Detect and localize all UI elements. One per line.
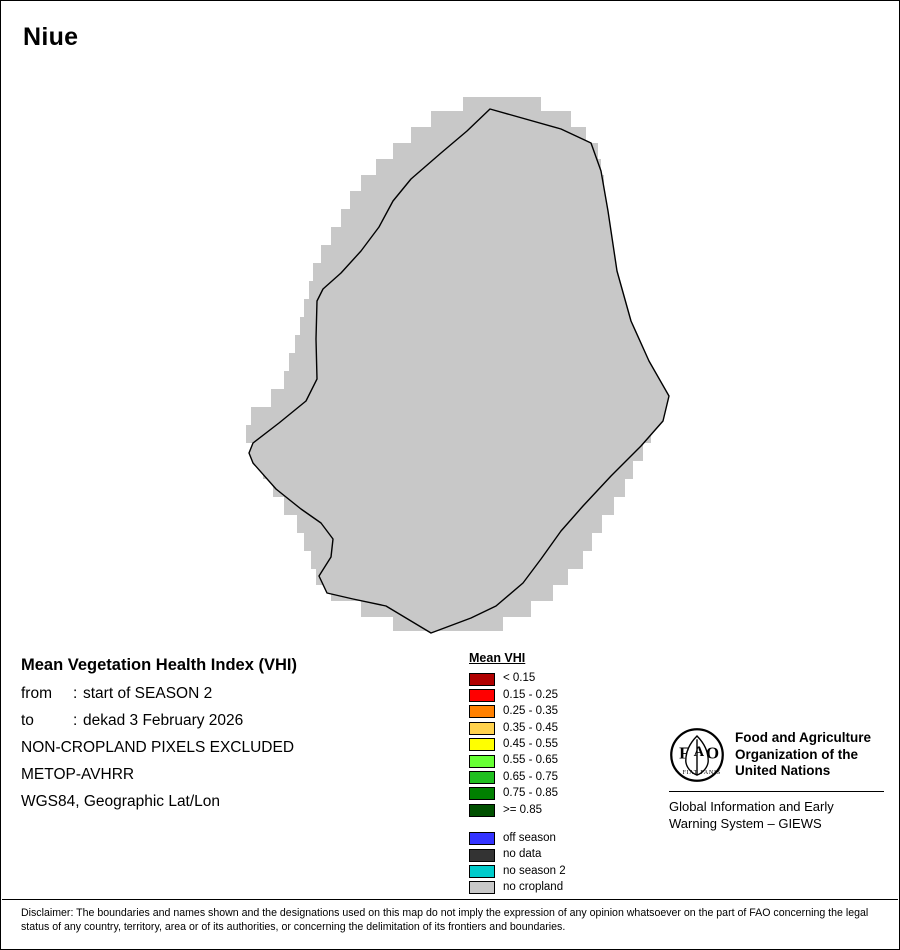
map-info-block: [21, 656, 451, 820]
legend-item: [469, 880, 649, 896]
legend-item: [469, 847, 649, 863]
legend: [469, 651, 649, 896]
legend-label: 0.75 - 0.85: [503, 787, 558, 800]
legend-item: [469, 671, 649, 687]
legend-swatch-icon: [469, 771, 495, 784]
fao-header: [669, 727, 884, 783]
fao-divider: [669, 791, 884, 792]
info-to-label: to: [21, 712, 34, 729]
legend-item: [469, 802, 649, 818]
info-row-from: [21, 685, 451, 703]
info-to-separator: :: [73, 712, 78, 729]
legend-swatch-icon: [469, 755, 495, 768]
legend-swatch-icon: [469, 673, 495, 686]
svg-text:A: A: [693, 744, 705, 761]
legend-label: 0.25 - 0.35: [503, 705, 558, 718]
info-to-value: dekad 3 February 2026: [83, 712, 244, 729]
legend-item: [469, 687, 649, 703]
legend-item: [469, 786, 649, 802]
legend-label: 0.45 - 0.55: [503, 738, 558, 750]
legend-item: [469, 704, 649, 720]
legend-swatch-icon: [469, 738, 495, 751]
fao-org-line-3: United Nations: [735, 763, 831, 779]
fao-organization-name: [735, 730, 871, 779]
legend-item: [469, 737, 649, 753]
legend-item: [469, 720, 649, 736]
legend-swatch-icon: [469, 705, 495, 718]
fao-org-line-1: Food and Agriculture: [735, 730, 871, 746]
legend-item: [469, 831, 649, 847]
legend-item: [469, 753, 649, 769]
svg-text:FIAT PANIS: FIAT PANIS: [682, 770, 721, 777]
svg-text:F: F: [679, 743, 690, 763]
svg-text:O: O: [705, 743, 720, 763]
legend-swatch-icon: [469, 849, 495, 862]
disclaimer-text: Disclaimer: The boundaries and names shown and the designations used on this map do not imply the expression of any opinion whatsoever on the part of FAO concerning the legal status of any country, territory, area or of its authorities, or concerning the delimitation of its frontiers and boundaries.: [21, 907, 869, 934]
legend-item: [469, 769, 649, 785]
info-from-separator: :: [73, 685, 78, 702]
legend-label: 0.65 - 0.75: [503, 770, 558, 783]
fao-branding: [669, 727, 884, 832]
legend-spacer: [469, 819, 649, 831]
legend-swatch-icon: [469, 689, 495, 702]
info-from-value: start of SEASON 2: [83, 685, 213, 702]
legend-swatch-icon: [469, 865, 495, 878]
legend-item: [469, 863, 649, 879]
legend-swatch-icon: [469, 722, 495, 735]
disclaimer-divider: [2, 899, 898, 900]
info-title: Mean Vegetation Health Index (VHI): [21, 656, 297, 674]
legend-label: no cropland: [503, 881, 564, 894]
legend-label: < 0.15: [503, 672, 536, 685]
info-row-to: [21, 712, 451, 730]
legend-label: no season 2: [503, 864, 566, 877]
fao-org-line-2: Organization of the: [735, 746, 858, 762]
legend-swatch-icon: [469, 787, 495, 800]
info-row-cropland: NON-CROPLAND PIXELS EXCLUDED: [21, 739, 295, 756]
legend-label: 0.55 - 0.65: [503, 754, 558, 767]
legend-label: no data: [503, 848, 542, 861]
legend-swatch-icon: [469, 832, 495, 845]
legend-swatch-icon: [469, 881, 495, 894]
info-row-sensor: METOP-AVHRR: [21, 766, 135, 783]
legend-swatch-icon: [469, 804, 495, 817]
info-from-label: from: [21, 685, 52, 702]
page-title: Niue: [23, 23, 79, 51]
legend-label: 0.35 - 0.45: [503, 721, 558, 734]
fao-logo-icon: [669, 727, 725, 783]
legend-title: Mean VHI: [469, 651, 526, 665]
legend-label: off season: [503, 831, 556, 844]
info-row-projection: WGS84, Geographic Lat/Lon: [21, 793, 221, 810]
giews-system-name: [669, 799, 884, 832]
giews-line-1: Global Information and Early: [669, 799, 834, 814]
map-figure: [1, 61, 899, 641]
giews-line-2: Warning System – GIEWS: [669, 815, 822, 831]
legend-label: 0.15 - 0.25: [503, 688, 558, 701]
legend-label: >= 0.85: [503, 803, 543, 816]
